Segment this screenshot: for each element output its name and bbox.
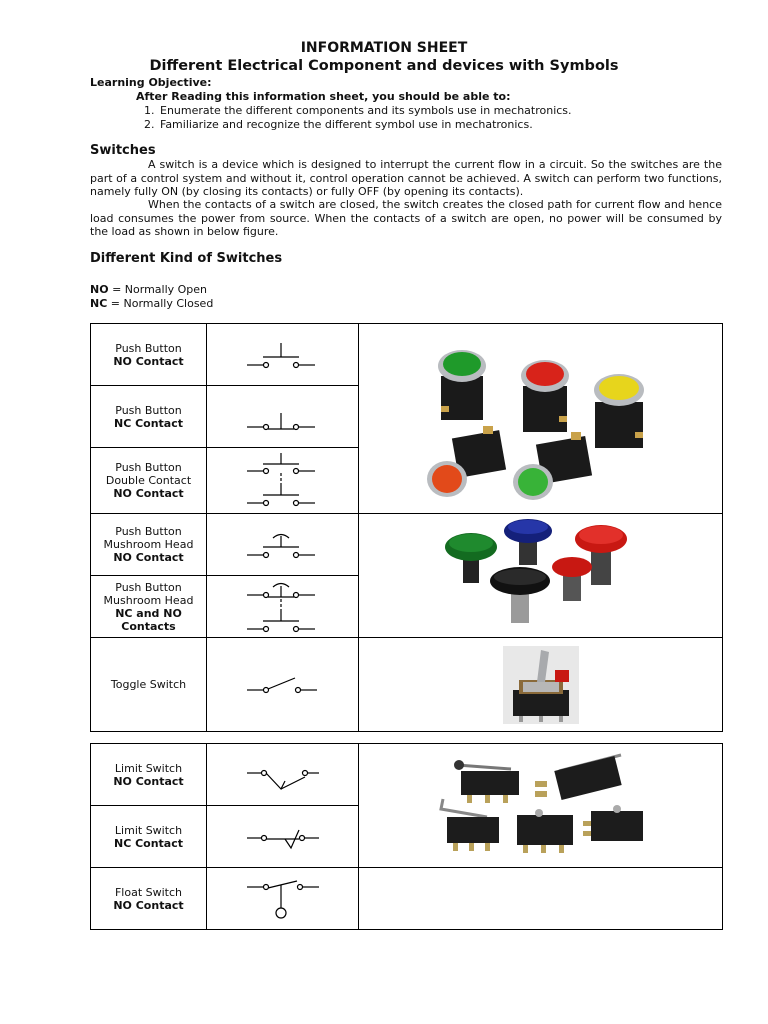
switches-heading: Switches — [90, 143, 156, 158]
no-definition: NO = Normally Open — [90, 283, 208, 296]
push-button-nc-symbol — [207, 386, 359, 448]
mushroom-no-symbol — [207, 514, 359, 576]
float-switch-symbol — [207, 868, 359, 930]
abbreviation-definitions — [90, 283, 213, 310]
limit-switches-photo — [359, 744, 723, 868]
push-button-double-symbol — [207, 448, 359, 514]
table-row — [91, 638, 723, 732]
empty-photo-cell — [359, 868, 723, 930]
table-row — [91, 744, 723, 806]
objective-lead: After Reading this information sheet, you should be able to: — [136, 90, 511, 103]
objective-list — [90, 104, 730, 132]
mushroom-nc-no-symbol — [207, 576, 359, 638]
switch-name-cell: Push Button Mushroom Head NO Contact — [91, 514, 207, 576]
switches-paragraph-2: When the contacts of a switch are closed, the switch creates the closed path for current flow and hence load consumes the power from source. When the contacts of a switch are open, no power will be consumed by the load as shown in below figure. — [90, 198, 722, 238]
objective-item: 1. Enumerate the different components and its symbols use in mechatronics. — [158, 104, 730, 118]
switch-table-1 — [90, 323, 723, 732]
switch-name-cell: Limit Switch NO Contact — [91, 744, 207, 806]
limit-switch-no-symbol — [207, 744, 359, 806]
switch-name-cell: Push Button NO Contact — [91, 324, 207, 386]
switch-name-cell: Toggle Switch — [91, 638, 207, 732]
switch-table-2 — [90, 743, 723, 930]
nc-definition: NC = Normally Closed — [90, 296, 214, 310]
switch-name-cell: Push Button NC Contact — [91, 386, 207, 448]
switch-name-cell: Push Button Double Contact NO Contact — [91, 448, 207, 514]
limit-switch-nc-symbol — [207, 806, 359, 868]
kinds-heading: Different Kind of Switches — [90, 251, 283, 266]
toggle-switch-symbol — [207, 638, 359, 732]
switch-name-cell: Limit Switch NC Contact — [91, 806, 207, 868]
push-buttons-photo — [359, 324, 723, 514]
objective-heading: Learning Objective: — [90, 76, 212, 89]
switches-paragraph-1: A switch is a device which is designed to interrupt the current flow in a circuit. So the switches are the part of a control system and without it, control operation cannot be achieved. A switch can perform two functions, namely fully ON (by closing its contacts) or fully OFF (by opening its contacts). — [90, 158, 722, 198]
objective-item: 2. Familiarize and recognize the different symbol use in mechatronics. — [158, 118, 730, 132]
toggle-switch-photo — [359, 638, 723, 732]
sheet-subtitle: Different Electrical Component and devices with Symbols — [149, 58, 619, 74]
learning-objective — [90, 76, 730, 132]
push-button-no-symbol — [207, 324, 359, 386]
switch-name-cell: Push Button Mushroom Head NC and NO Contacts — [91, 576, 207, 638]
switch-name-cell: Float Switch NO Contact — [91, 868, 207, 930]
mushroom-buttons-photo — [359, 514, 723, 638]
table-row — [91, 514, 723, 576]
table-row — [91, 324, 723, 386]
table-row — [91, 868, 723, 930]
sheet-title: INFORMATION SHEET — [300, 40, 468, 56]
